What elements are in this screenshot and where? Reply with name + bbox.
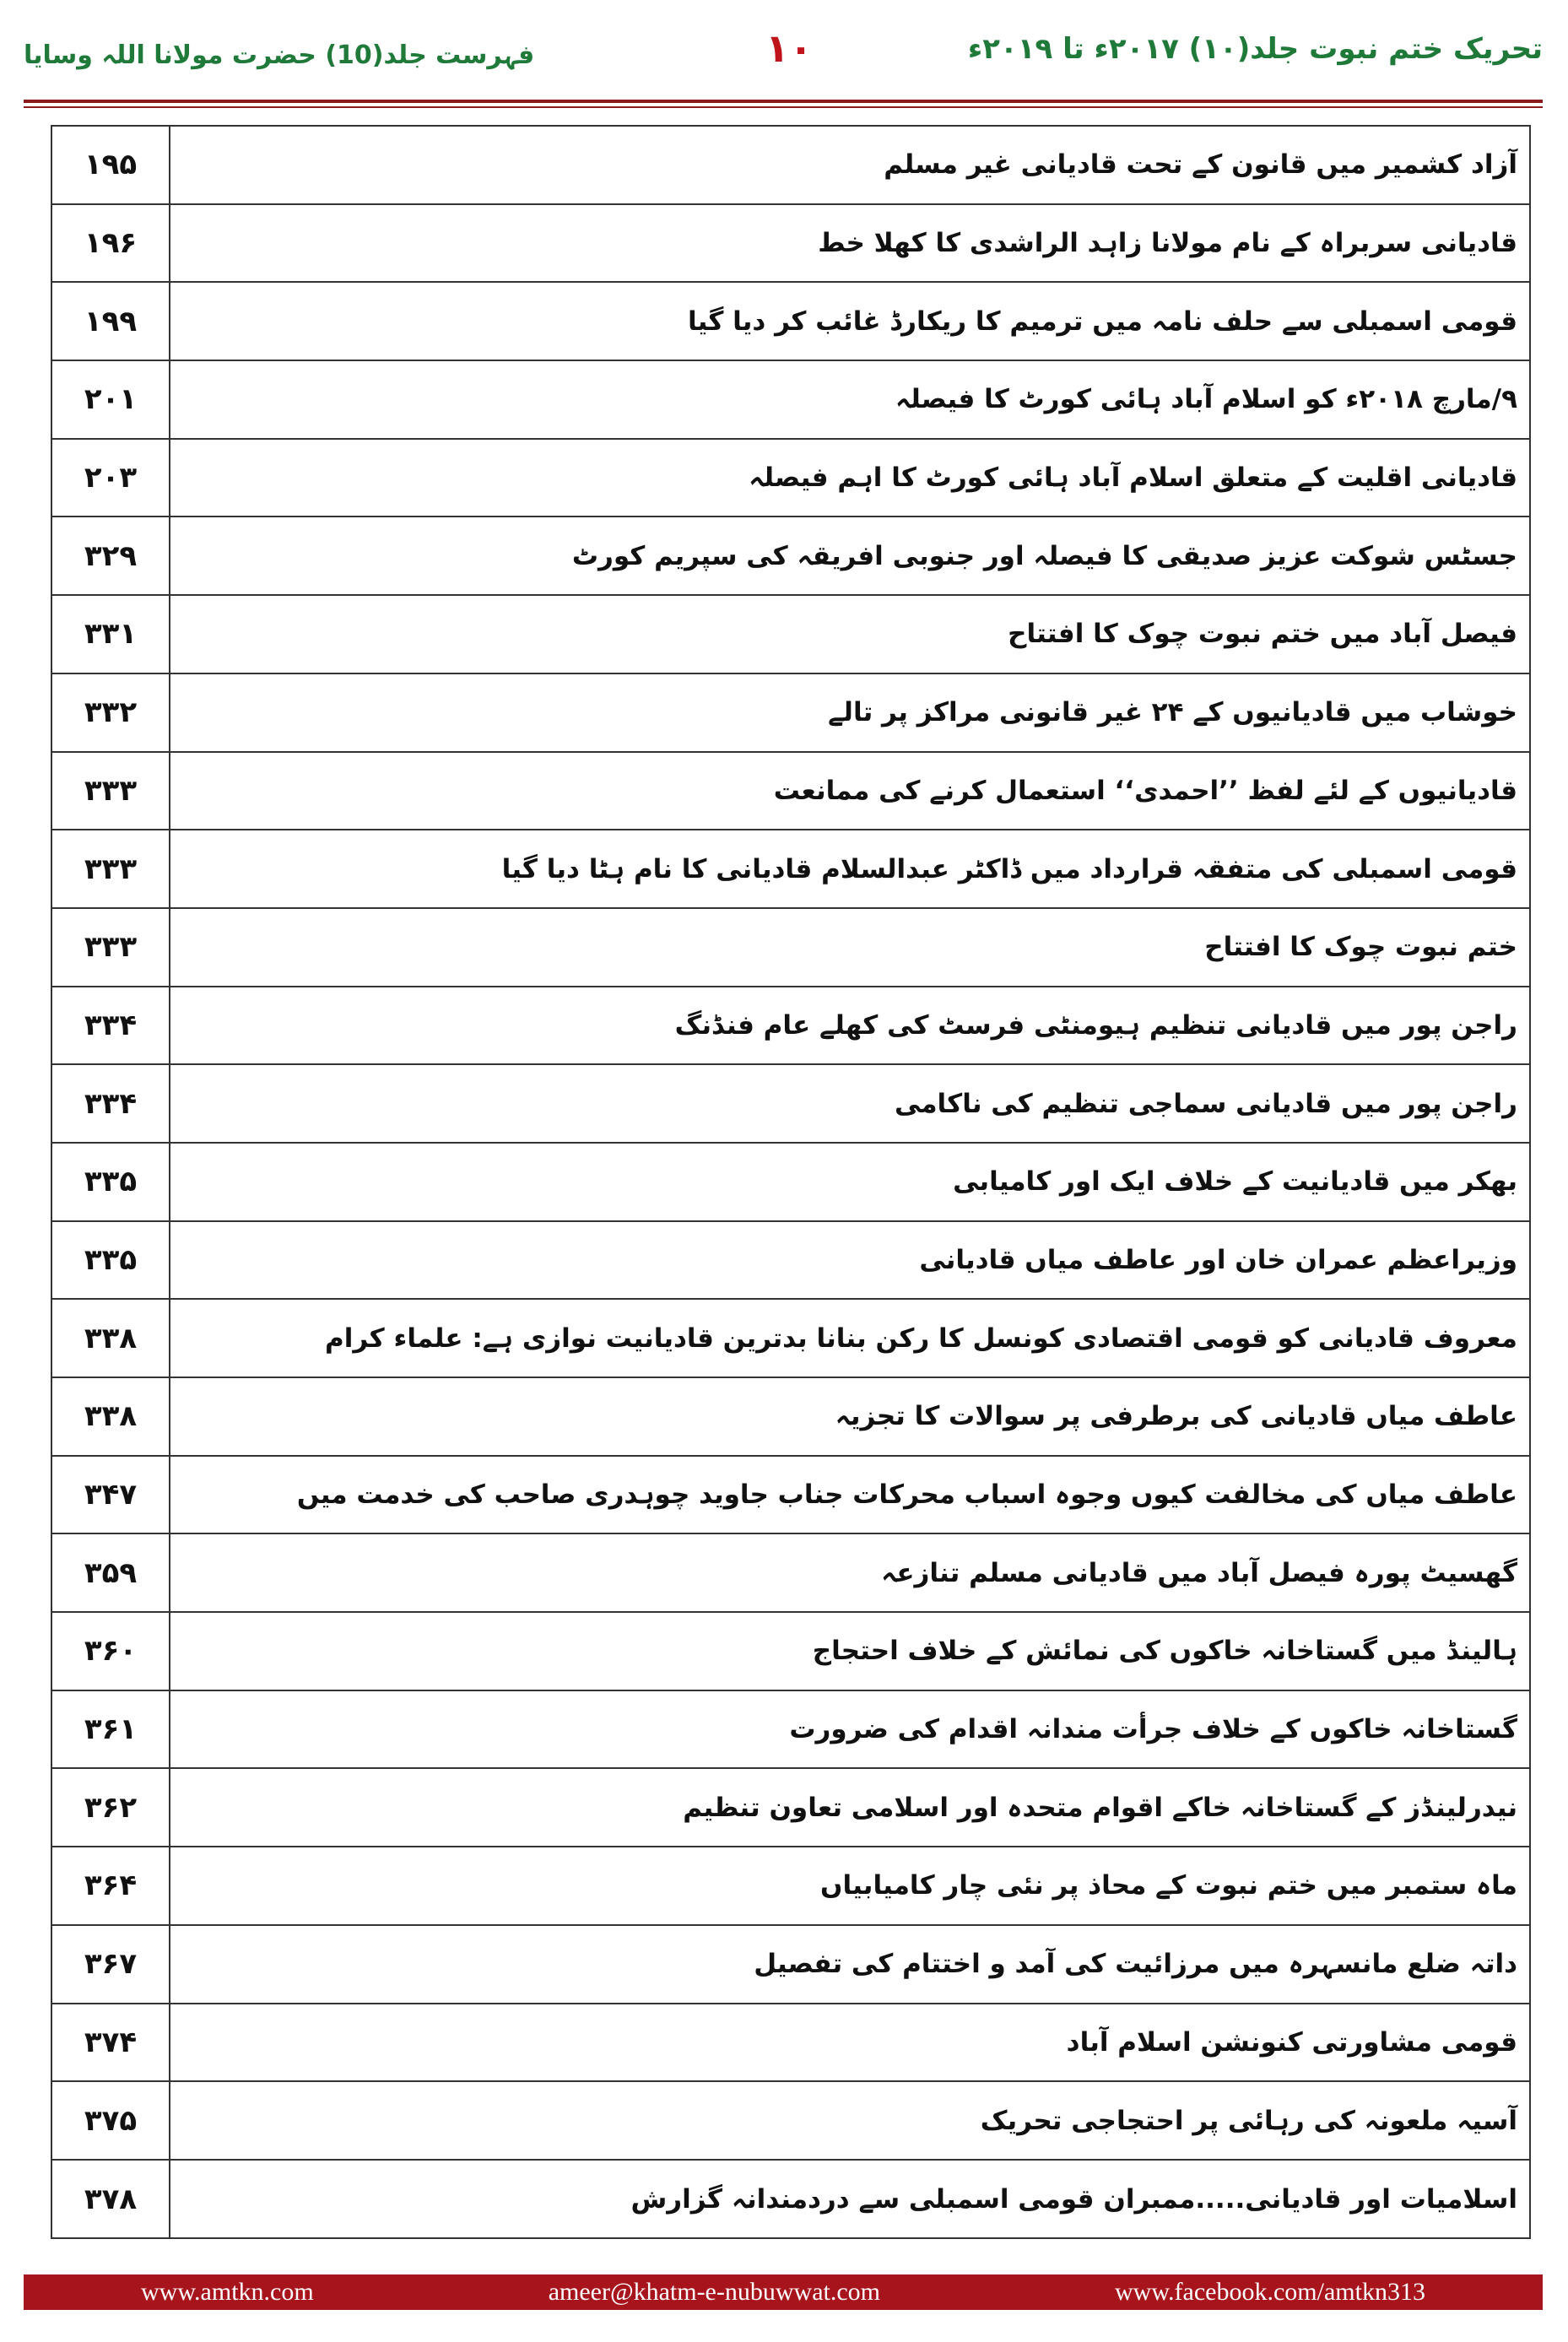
toc-entry-title: عاطف میاں قادیانی کی برطرفی پر سوالات کا تجزیہ	[835, 1401, 1517, 1432]
toc-page-number: ۳۷۸	[52, 2161, 170, 2239]
toc-row[interactable]	[52, 1613, 1529, 1691]
page-footer	[24, 2274, 1543, 2310]
toc-entry-title: قادیانیوں کے لئے لفظ ’’احمدی‘‘ استعمال کرنے کی ممانعت	[773, 775, 1517, 806]
toc-entry-title: جسٹس شوکت عزیز صدیقی کا فیصلہ اور جنوبی افریقہ کی سپریم کورٹ	[571, 540, 1517, 571]
toc-row[interactable]	[52, 987, 1529, 1066]
toc-page-number: ۳۵۹	[52, 1534, 170, 1611]
toc-entry-title: بھکر میں قادیانیت کے خلاف ایک اور کامیابی	[953, 1166, 1517, 1198]
toc-entry-title: داتہ ضلع مانسہرہ میں مرزائیت کی آمد و اختتام کی تفصیل	[754, 1949, 1517, 1980]
toc-entry-title: نیدرلینڈز کے گستاخانہ خاکے اقوام متحدہ اور اسلامی تعاون تنظیم	[683, 1792, 1517, 1823]
toc-entry-title: گھسیٹ پورہ فیصل آباد میں قادیانی مسلم تنازعہ	[881, 1557, 1517, 1588]
toc-page-number: ۳۴۷	[52, 1457, 170, 1533]
header-rule-thick	[24, 100, 1543, 103]
toc-page-number: ۳۶۱	[52, 1691, 170, 1768]
toc-row[interactable]	[52, 127, 1529, 205]
header-rule-thin	[24, 106, 1543, 108]
toc-row[interactable]	[52, 830, 1529, 909]
toc-row[interactable]	[52, 1300, 1529, 1378]
toc-row[interactable]	[52, 2161, 1529, 2239]
toc-page-number: ۳۶۰	[52, 1613, 170, 1690]
toc-entry-title: قومی اسمبلی سے حلف نامہ میں ترمیم کا ریکارڈ غائب کر دیا گیا	[688, 306, 1517, 337]
toc-entry-title: معروف قادیانی کو قومی اقتصادی کونسل کا رکن بنانا بدترین قادیانیت نوازی ہے: علماء کرام	[325, 1322, 1517, 1354]
toc-row[interactable]	[52, 753, 1529, 831]
toc-page-number: ۱۹۹	[52, 283, 170, 360]
toc-entry-title: آسیہ ملعونہ کی رہائی پر احتجاجی تحریک	[980, 2105, 1517, 2136]
toc-entry-title: قادیانی سربراہ کے نام مولانا زاہد الراشدی کا کھلا خط	[818, 228, 1517, 259]
toc-row[interactable]	[52, 205, 1529, 284]
toc-entry-title: خوشاب میں قادیانیوں کے ۲۴ غیر قانونی مراکز پر تالے	[828, 697, 1517, 728]
toc-page-number: ۱۹۵	[52, 127, 170, 203]
toc-row[interactable]	[52, 1065, 1529, 1144]
toc-entry-title: قومی مشاورتی کنونشن اسلام آباد	[1066, 2026, 1517, 2058]
toc-page-number: ۳۶۷	[52, 1926, 170, 2003]
toc-entry-title: آزاد کشمیر میں قانون کے تحت قادیانی غیر مسلم	[884, 149, 1517, 181]
toc-row[interactable]	[52, 283, 1529, 361]
toc-row[interactable]	[52, 1769, 1529, 1847]
page-number: ۱۰	[765, 25, 814, 71]
toc-page-number: ۱۹۶	[52, 205, 170, 282]
toc-row[interactable]	[52, 1691, 1529, 1770]
toc-row[interactable]	[52, 1457, 1529, 1535]
toc-page-number: ۳۳۴	[52, 1065, 170, 1142]
toc-entry-title: وزیراعظم عمران خان اور عاطف میاں قادیانی	[919, 1244, 1517, 1275]
index-title: فہرست جلد(10) حضرت مولانا اللہ وسایا	[24, 41, 535, 70]
toc-row[interactable]	[52, 1144, 1529, 1222]
toc-entry-title: فیصل آباد میں ختم نبوت چوک کا افتتاح	[1008, 619, 1517, 650]
toc-entry-title: قادیانی اقلیت کے متعلق اسلام آباد ہائی کورٹ کا اہم فیصلہ	[749, 462, 1517, 494]
toc-entry-title: ختم نبوت چوک کا افتتاح	[1204, 932, 1517, 963]
toc-row[interactable]	[52, 1222, 1529, 1301]
footer-email[interactable]: ameer@khatm-e-nubuwwat.com	[548, 2278, 880, 2306]
toc-page-number: ۳۷۴	[52, 2004, 170, 2081]
toc-page-number: ۳۳۸	[52, 1300, 170, 1377]
toc-row[interactable]	[52, 1847, 1529, 1926]
toc-row[interactable]	[52, 361, 1529, 440]
book-title: تحریک ختم نبوت جلد(۱۰) ۲۰۱۷ء تا ۲۰۱۹ء	[967, 32, 1543, 66]
toc-row[interactable]	[52, 2004, 1529, 2083]
toc-row[interactable]	[52, 440, 1529, 518]
toc-page-number: ۳۳۴	[52, 987, 170, 1064]
toc-entry-title: اسلامیات اور قادیانی.....ممبران قومی اسمبلی سے دردمندانہ گزارش	[630, 2184, 1517, 2215]
toc-entry-title: راجن پور میں قادیانی تنظیم ہیومنٹی فرسٹ کی کھلے عام فنڈنگ	[674, 1009, 1517, 1041]
toc-page-number: ۳۳۳	[52, 753, 170, 830]
toc-row[interactable]	[52, 517, 1529, 596]
toc-page-number: ۳۲۹	[52, 517, 170, 594]
toc-page-number: ۲۰۱	[52, 361, 170, 438]
toc-entry-title: قومی اسمبلی کی متفقہ قرارداد میں ڈاکٹر عبدالسلام قادیانی کا نام ہٹا دیا گیا	[501, 853, 1517, 884]
toc-page-number: ۳۳۳	[52, 830, 170, 907]
toc-row[interactable]	[52, 1534, 1529, 1613]
toc-entry-title: ۹/مارچ ۲۰۱۸ء کو اسلام آباد ہائی کورٹ کا فیصلہ	[895, 384, 1517, 415]
toc-page-number: ۳۶۲	[52, 1769, 170, 1846]
toc-entry-title: ہالینڈ میں گستاخانہ خاکوں کی نمائش کے خلاف احتجاج	[812, 1636, 1517, 1667]
toc-page-number: ۳۶۴	[52, 1847, 170, 1924]
toc-page-number: ۳۳۲	[52, 674, 170, 751]
toc-entry-title: ماہ ستمبر میں ختم نبوت کے محاذ پر نئی چار کامیابیاں	[820, 1870, 1517, 1901]
toc-entry-title: گستاخانہ خاکوں کے خلاف جرأت مندانہ اقدام کی ضرورت	[789, 1714, 1517, 1745]
toc-entry-title: عاطف میاں کی مخالفت کیوں وجوہ اسباب محرکات جناب جاوید چوہدری صاحب کی خدمت میں	[296, 1479, 1517, 1511]
table-of-contents	[51, 125, 1531, 2239]
toc-row[interactable]	[52, 909, 1529, 987]
toc-page-number: ۳۳۵	[52, 1222, 170, 1299]
toc-row[interactable]	[52, 1926, 1529, 2004]
toc-page-number: ۳۳۸	[52, 1378, 170, 1455]
toc-row[interactable]	[52, 674, 1529, 753]
page-header	[0, 0, 1568, 101]
toc-page-number: ۲۰۳	[52, 440, 170, 517]
toc-row[interactable]	[52, 596, 1529, 674]
toc-entry-title: راجن پور میں قادیانی سماجی تنظیم کی ناکامی	[894, 1088, 1517, 1119]
toc-page-number: ۳۷۵	[52, 2082, 170, 2159]
footer-website[interactable]: www.amtkn.com	[141, 2278, 314, 2306]
toc-page-number: ۳۳۳	[52, 909, 170, 986]
toc-row[interactable]	[52, 1378, 1529, 1457]
footer-facebook[interactable]: www.facebook.com/amtkn313	[1115, 2278, 1425, 2306]
toc-row[interactable]	[52, 2082, 1529, 2161]
toc-page-number: ۳۳۱	[52, 596, 170, 673]
toc-page-number: ۳۳۵	[52, 1144, 170, 1220]
